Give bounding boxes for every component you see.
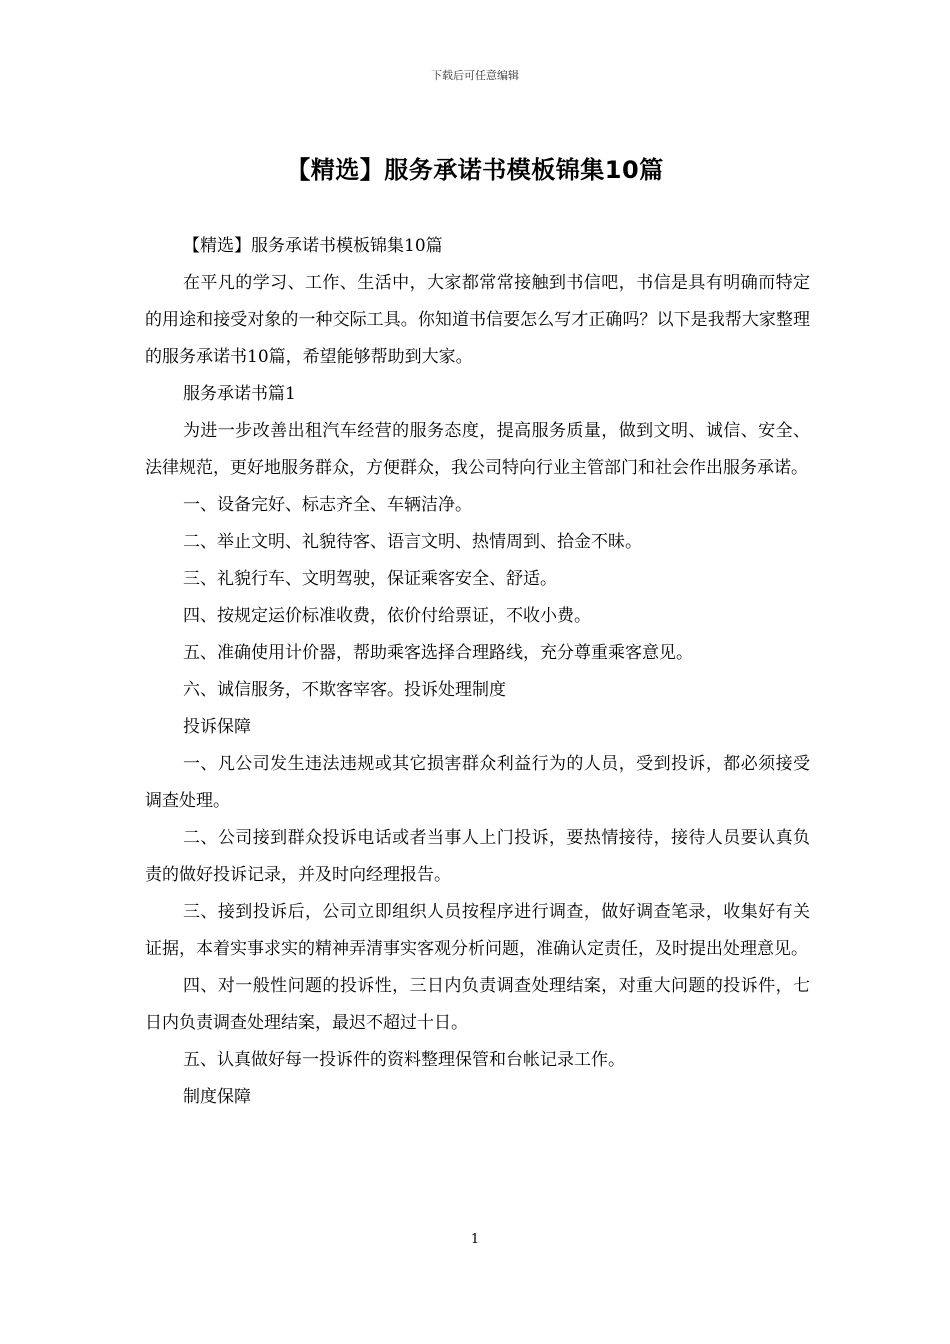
list-item: 三、礼貌行车、文明驾驶，保证乘客安全、舒适。 bbox=[183, 569, 557, 589]
list-item: 六、诚信服务，不欺客宰客。投诉处理制度 bbox=[183, 680, 506, 700]
list-item: 一、设备完好、标志齐全、车辆洁净。 bbox=[183, 495, 472, 515]
page-number: 1 bbox=[470, 1232, 480, 1247]
list-item: 二、举止文明、礼貌待客、语言文明、热情周到、拾金不昧。 bbox=[183, 532, 642, 552]
list-item: 二、公司接到群众投诉电话或者当事人上门投诉，要热情接待，接待人员要认真负责的做好投诉记录，并及时向经理报告。 bbox=[145, 828, 810, 885]
subsection-heading: 制度保障 bbox=[183, 1087, 251, 1107]
list-item: 三、接到投诉后，公司立即组织人员按程序进行调查，做好调查笔录，收集好有关证据，本着实事求实的精神弄清事实客观分析问题，准确认定责任，及时提出处理意见。 bbox=[145, 902, 810, 959]
subsection-heading: 投诉保障 bbox=[183, 717, 251, 737]
list-item: 四、按规定运价标准收费，依价付给票证，不收小费。 bbox=[183, 606, 591, 626]
list-item: 四、对一般性问题的投诉性，三日内负责调查处理结案，对重大问题的投诉件，七日内负责调查处理结案，最迟不超过十日。 bbox=[145, 976, 810, 1033]
document-title: 【精选】服务承诺书模板锦集10篇 bbox=[286, 156, 664, 184]
list-item: 五、认真做好每一投诉件的资料整理保管和台帐记录工作。 bbox=[183, 1050, 625, 1070]
page-header-note: 下载后可任意编辑 bbox=[431, 69, 519, 82]
paragraph-intro: 在平凡的学习、工作、生活中，大家都常常接触到书信吧，书信是具有明确而特定的用途和接受对象的一种交际工具。你知道书信要怎么写才正确吗？以下是我帮大家整理的服务承诺书10篇，希望能够帮助到大家。 bbox=[145, 273, 810, 367]
document-body bbox=[145, 228, 810, 1116]
section-heading: 服务承诺书篇1 bbox=[183, 384, 296, 404]
list-item: 一、凡公司发生违法违规或其它损害群众利益行为的人员，受到投诉，都必须接受调查处理。 bbox=[145, 754, 810, 811]
paragraph-commitment: 为进一步改善出租汽车经营的服务态度，提高服务质量，做到文明、诚信、安全、法律规范，更好地服务群众，方便群众，我公司特向行业主管部门和社会作出服务承诺。 bbox=[145, 421, 810, 478]
list-item: 五、准确使用计价器，帮助乘客选择合理路线，充分尊重乘客意见。 bbox=[183, 643, 693, 663]
paragraph-subtitle: 【精选】服务承诺书模板锦集10篇 bbox=[183, 236, 443, 256]
